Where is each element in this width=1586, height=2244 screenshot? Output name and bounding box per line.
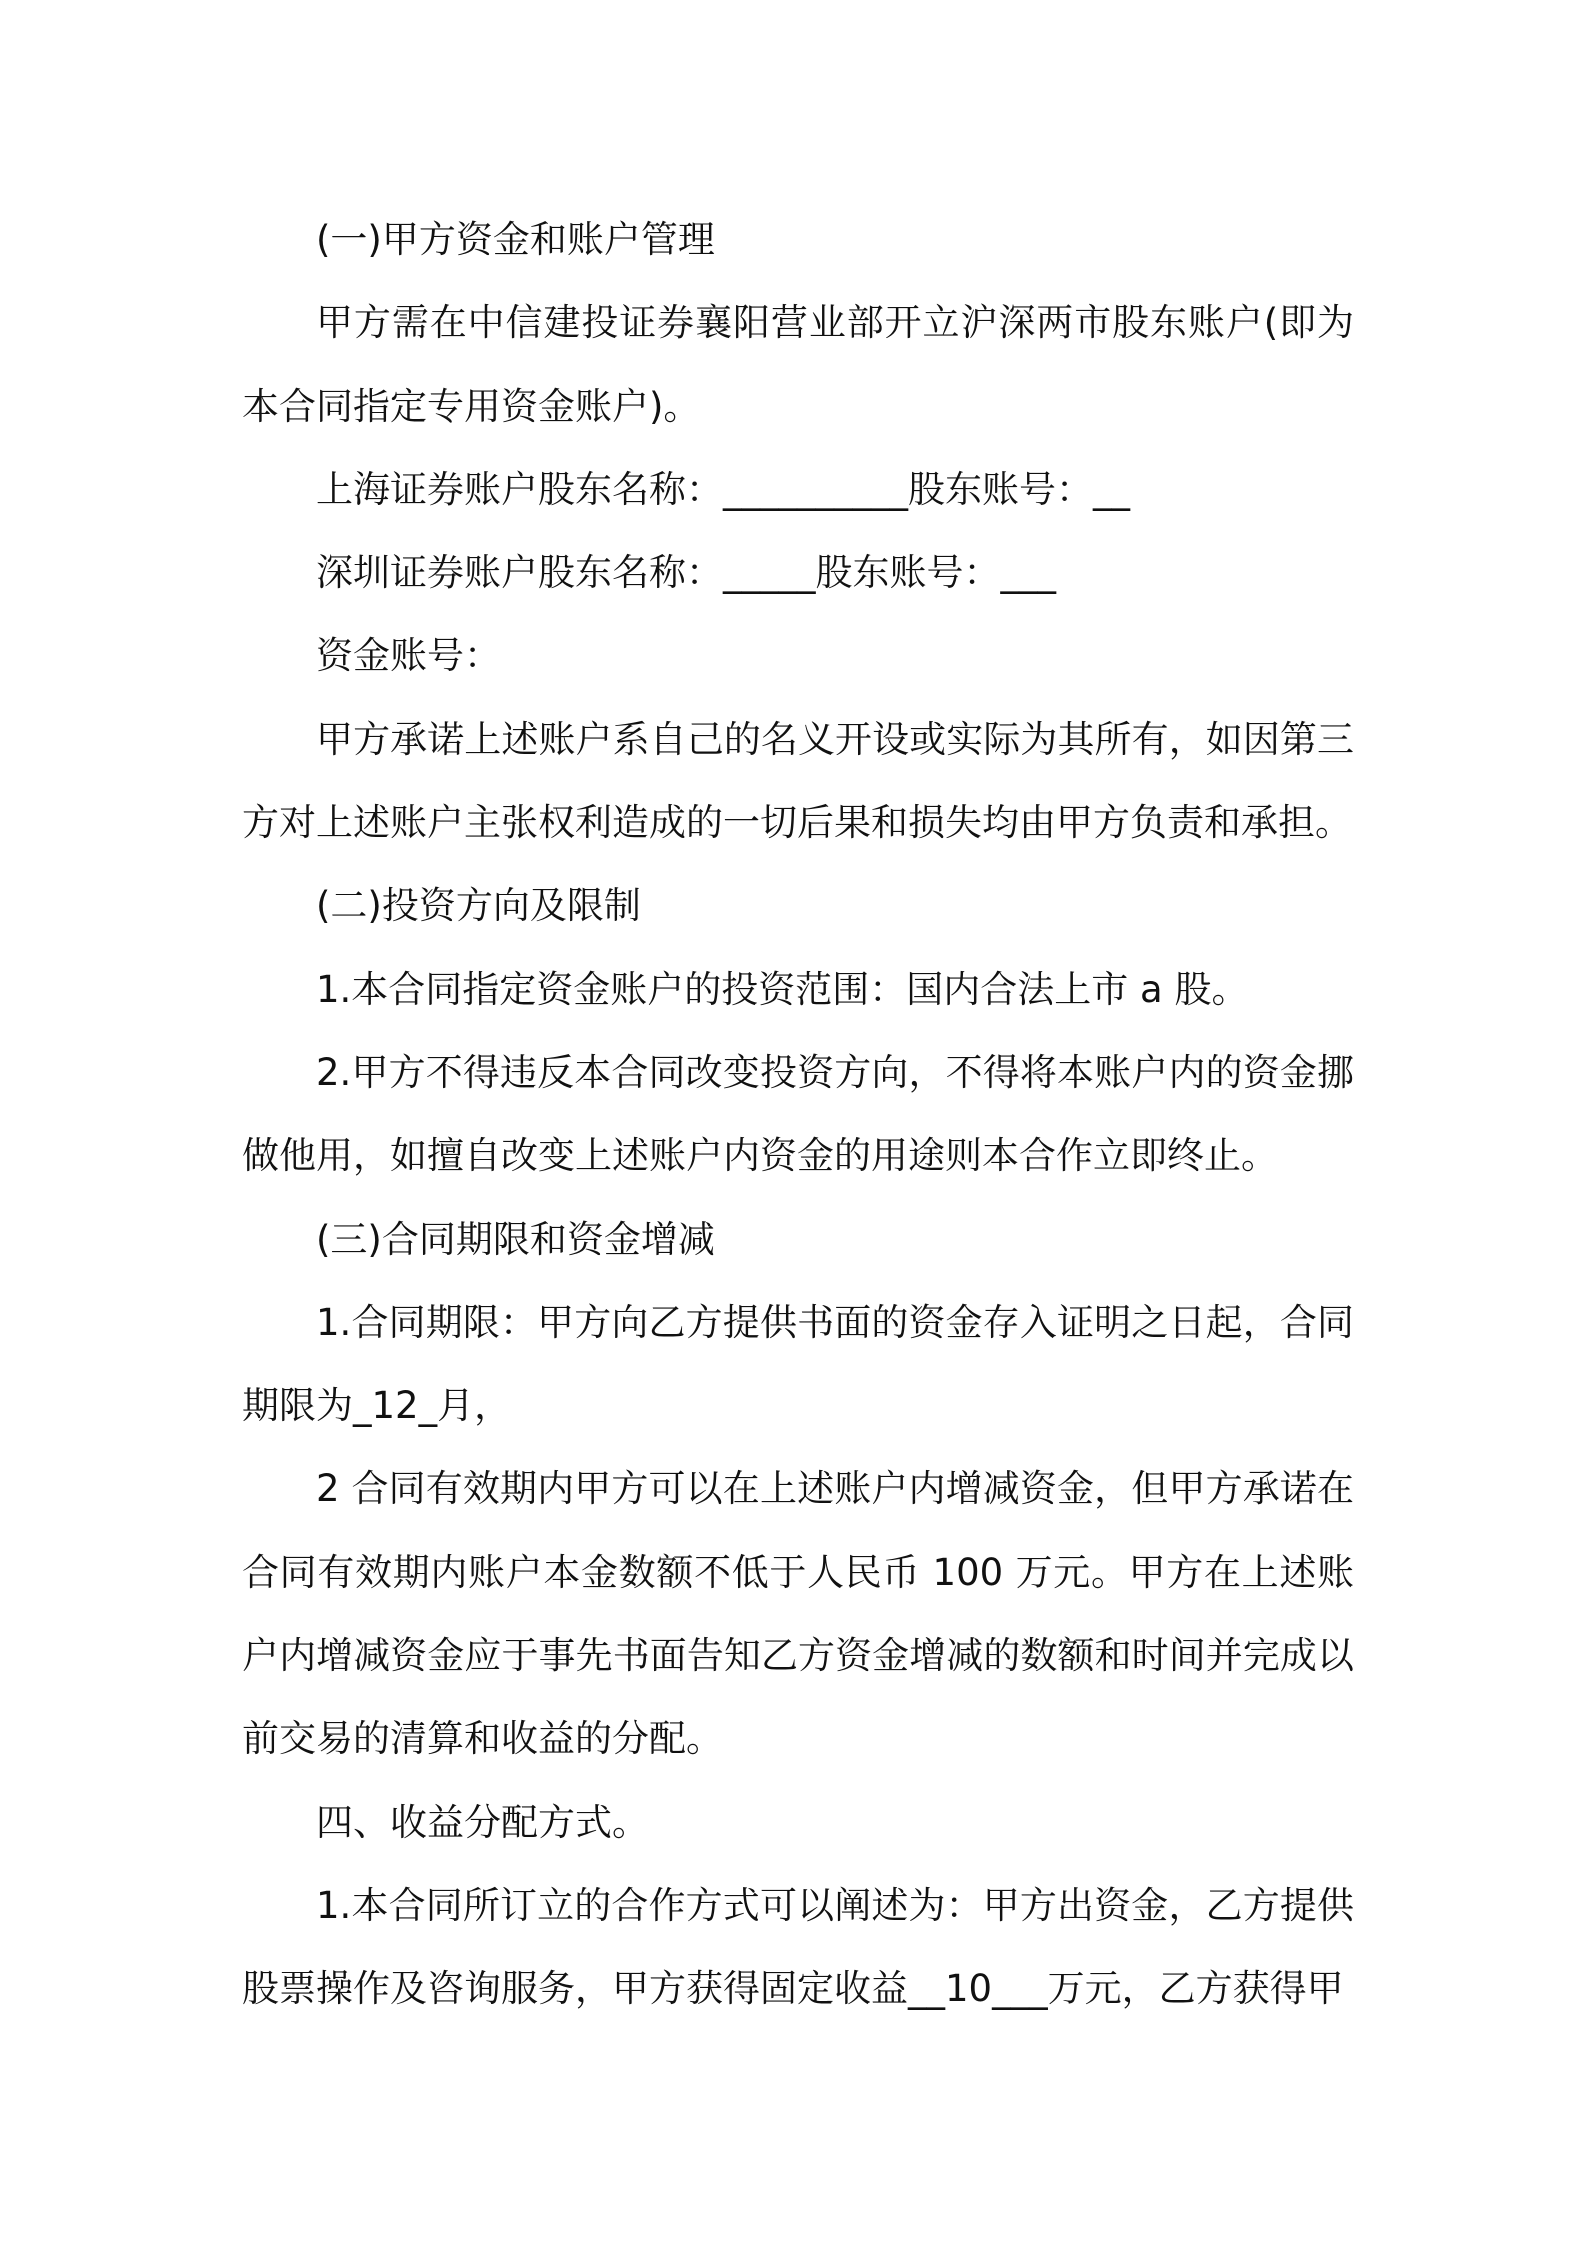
section-heading-investment: (二)投资方向及限制 — [316, 884, 641, 928]
paragraph-account-commitment: 甲方承诺上述账户系自己的名义开设或实际为其所有，如因第三方对上述账户主张权利造成的一切后果和损失均由甲方负责和承担。 — [242, 717, 1354, 845]
fund-account-line: 资金账号： — [316, 634, 501, 678]
document-body — [242, 198, 1354, 2031]
paragraph-fund-adjustment: 2 合同有效期内甲方可以在上述账户内增减资金，但甲方承诺在合同有效期内账户本金数额不低于人民币 100 万元。甲方在上述账户内增减资金应于事先书面告知乙方资金增减的数额和时间并完成以前交易的清算和收益的分配。 — [242, 1467, 1354, 1761]
paragraph-open-account: 甲方需在中信建投证券襄阳营业部开立沪深两市股东账户(即为本合同指定专用资金账户)。 — [242, 301, 1354, 428]
paragraph-investment-scope: 1.本合同指定资金账户的投资范围：国内合法上市 a 股。 — [316, 967, 1249, 1011]
section-heading-fund-account: (一)甲方资金和账户管理 — [316, 218, 715, 261]
section-heading-profit: 四、收益分配方式。 — [316, 1800, 649, 1844]
paragraph-contract-term: 1.合同期限：甲方向乙方提供书面的资金存入证明之日起，合同期限为_12_月， — [242, 1300, 1354, 1428]
section-heading-term: (三)合同期限和资金增减 — [316, 1217, 715, 1261]
shenzhen-account-line: 深圳证券账户股东名称：_____股东账号：___ — [316, 551, 1056, 595]
paragraph-cooperation-mode: 1.本合同所订立的合作方式可以阐述为：甲方出资金，乙方提供股票操作及咨询服务，甲方获得固定收益__10___万元，乙方获得甲 — [242, 1883, 1354, 2011]
shanghai-account-line: 上海证券账户股东名称：__________股东账号：__ — [316, 467, 1130, 511]
paragraph-investment-restriction: 2.甲方不得违反本合同改变投资方向，不得将本账户内的资金挪做他用，如擅自改变上述账户内资金的用途则本合作立即终止。 — [242, 1050, 1354, 1178]
